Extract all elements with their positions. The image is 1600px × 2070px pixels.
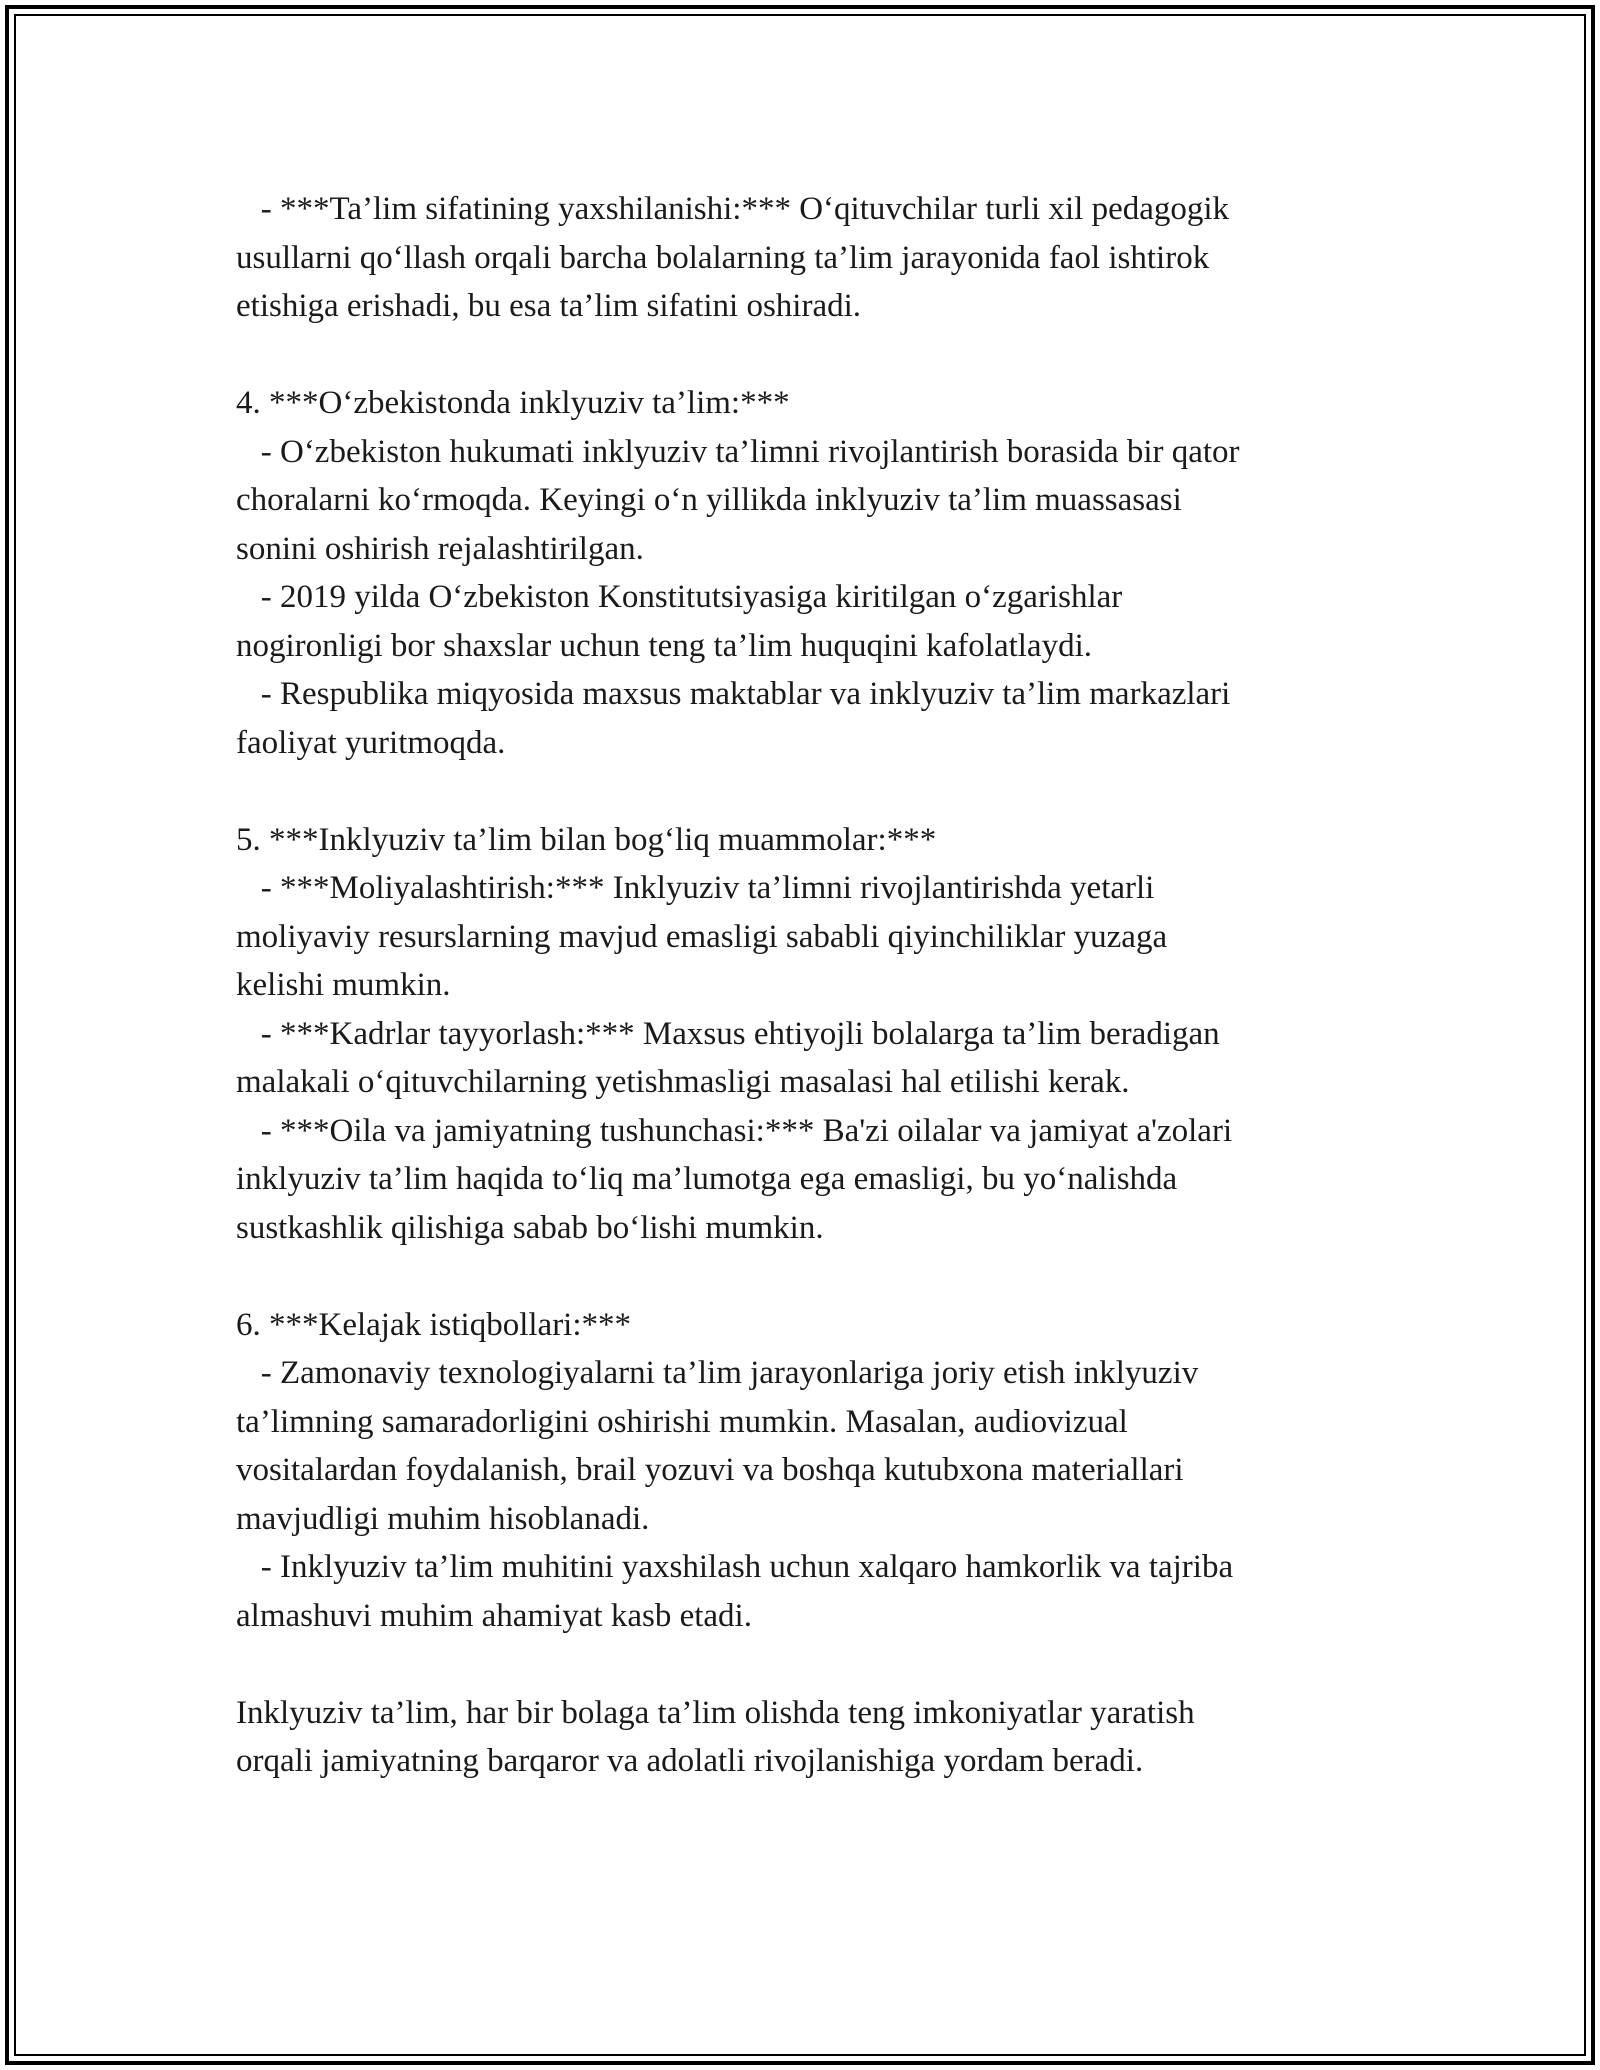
text-line: sonini oshirish rejalashtirilgan. xyxy=(236,530,644,567)
document-text xyxy=(236,185,1416,1786)
text-line: kelishi mumkin. xyxy=(236,967,451,1003)
text-line: - Zamonaviy texnologiyalarni ta’lim jarayonlariga joriy etish inklyuziv xyxy=(236,1355,1199,1391)
text-line: ta’limning samaradorligini oshirishi mumkin. Masalan, audiovizual xyxy=(236,1403,1128,1440)
text-line: moliyaviy resurslarning mavjud emasligi sababli qiyinchiliklar yuzaga xyxy=(236,918,1168,955)
text-line: - ***Oila va jamiyatning tushunchasi:*** Ba'zi oilalar va jamiyat a'zolari xyxy=(236,1112,1233,1149)
text-line: nogironligi bor shaxslar uchun teng ta’lim huquqini kafolatlaydi. xyxy=(236,627,1093,664)
text-line: faoliyat yuritmoqda. xyxy=(236,724,506,761)
text-line: - ***Kadrlar tayyorlash:*** Maxsus ehtiyojli bolalarga ta’lim beradigan xyxy=(236,1015,1220,1052)
section-heading: 6. ***Kelajak istiqbollari:*** xyxy=(236,1306,632,1343)
text-line: - O‘zbekiston hukumati inklyuziv ta’limni rivojlantirish borasida bir qator xyxy=(236,433,1240,470)
section-heading: 5. ***Inklyuziv ta’lim bilan bog‘liq muammolar:*** xyxy=(236,821,937,858)
text-line: - Inklyuziv ta’lim muhitini yaxshilash uchun xalqaro hamkorlik va tajriba xyxy=(236,1549,1234,1585)
text-line: usullarni qo‘llash orqali barcha bolalarning ta’lim jarayonida faol ishtirok xyxy=(236,239,1210,276)
blank-line xyxy=(236,331,1416,380)
section-heading: 4. ***O‘zbekistonda inklyuziv ta’lim:*** xyxy=(236,385,790,421)
text-line: - 2019 yilda O‘zbekiston Konstitutsiyasiga kiritilgan o‘zgarishlar xyxy=(236,579,1123,615)
text-line: inklyuziv ta’lim haqida to‘liq ma’lumotga ega emasligi, bu yo‘nalishda xyxy=(236,1161,1178,1197)
conclusion-line: orqali jamiyatning barqaror va adolatli rivojlanishiga yordam beradi. xyxy=(236,1743,1144,1779)
blank-line xyxy=(236,1640,1416,1689)
text-line: - ***Ta’lim sifatining yaxshilanishi:*** O‘qituvchilar turli xil pedagogik xyxy=(236,191,1230,227)
text-line: sustkashlik qilishiga sabab bo‘lishi mumkin. xyxy=(236,1209,824,1246)
text-line: - ***Moliyalashtirish:*** Inklyuziv ta’limni rivojlantirishda yetarli xyxy=(236,870,1155,906)
text-line: mavjudligi muhim hisoblanadi. xyxy=(236,1500,650,1537)
text-line: almashuvi muhim ahamiyat kasb etadi. xyxy=(236,1597,752,1634)
text-line: - Respublika miqyosida maxsus maktablar va inklyuziv ta’lim markazlari xyxy=(236,676,1231,712)
text-line: vositalardan foydalanish, brail yozuvi va boshqa kutubxona materiallari xyxy=(236,1452,1184,1488)
conclusion-line: Inklyuziv ta’lim, har bir bolaga ta’lim olishda teng imkoniyatlar yaratish xyxy=(236,1694,1195,1731)
text-line: etishiga erishadi, bu esa ta’lim sifatini oshiradi. xyxy=(236,288,862,324)
blank-line xyxy=(236,767,1416,816)
text-line: choralarni ko‘rmoqda. Keyingi o‘n yillikda inklyuziv ta’lim muassasasi xyxy=(236,482,1182,518)
blank-line xyxy=(236,1252,1416,1301)
text-line: malakali o‘qituvchilarning yetishmasligi masalasi hal etilishi kerak. xyxy=(236,1064,1130,1100)
